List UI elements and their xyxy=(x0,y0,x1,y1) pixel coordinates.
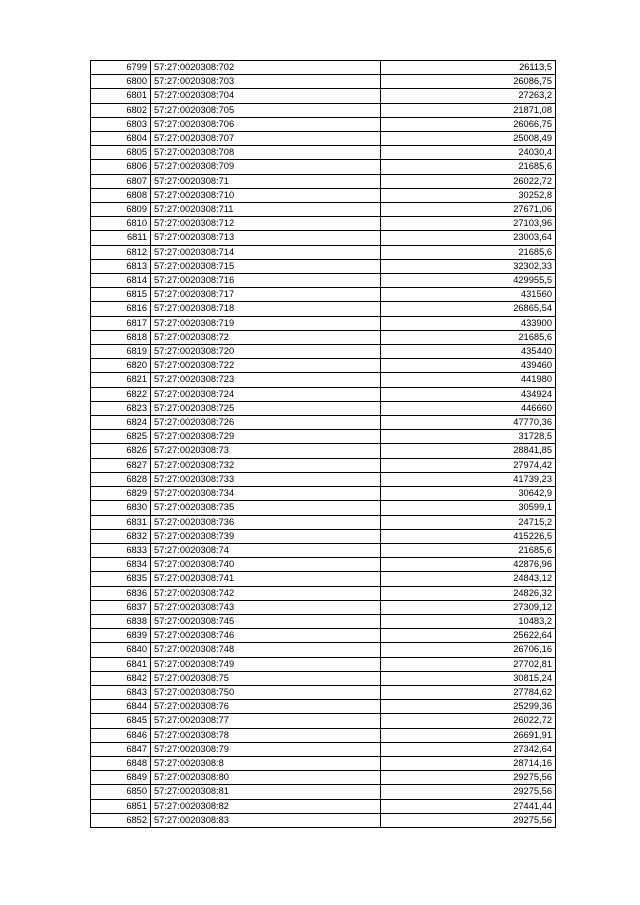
cadastral-number-cell: 57:27:0020308:716 xyxy=(151,274,381,288)
cadastral-number-cell: 57:27:0020308:720 xyxy=(151,345,381,359)
table-row xyxy=(91,373,556,387)
row-number-cell: 6816 xyxy=(91,302,151,316)
cadastral-value-cell: 26022,72 xyxy=(381,174,556,188)
table-row xyxy=(91,529,556,543)
cadastral-value-cell: 42876,96 xyxy=(381,558,556,572)
table-row xyxy=(91,387,556,401)
table-row xyxy=(91,543,556,557)
table-row xyxy=(91,771,556,785)
cadastral-number-cell: 57:27:0020308:724 xyxy=(151,387,381,401)
table-row xyxy=(91,61,556,75)
cadastral-number-cell: 57:27:0020308:714 xyxy=(151,245,381,259)
row-number-cell: 6840 xyxy=(91,643,151,657)
cadastral-value-cell: 10483,2 xyxy=(381,614,556,628)
cadastral-number-cell: 57:27:0020308:706 xyxy=(151,117,381,131)
cadastral-number-cell: 57:27:0020308:705 xyxy=(151,103,381,117)
row-number-cell: 6808 xyxy=(91,188,151,202)
cadastral-value-cell: 27309,12 xyxy=(381,600,556,614)
row-number-cell: 6817 xyxy=(91,316,151,330)
row-number-cell: 6821 xyxy=(91,373,151,387)
table-row xyxy=(91,401,556,415)
row-number-cell: 6852 xyxy=(91,813,151,827)
cadastral-number-cell: 57:27:0020308:709 xyxy=(151,160,381,174)
cadastral-value-cell: 439460 xyxy=(381,359,556,373)
table-row xyxy=(91,785,556,799)
table-row xyxy=(91,146,556,160)
cadastral-value-cell: 28841,85 xyxy=(381,444,556,458)
table-body xyxy=(91,61,556,828)
cadastral-number-cell: 57:27:0020308:732 xyxy=(151,458,381,472)
cadastral-number-cell: 57:27:0020308:81 xyxy=(151,785,381,799)
row-number-cell: 6845 xyxy=(91,714,151,728)
row-number-cell: 6839 xyxy=(91,629,151,643)
row-number-cell: 6818 xyxy=(91,330,151,344)
cadastral-value-cell: 21685,6 xyxy=(381,330,556,344)
row-number-cell: 6837 xyxy=(91,600,151,614)
table-row xyxy=(91,103,556,117)
row-number-cell: 6833 xyxy=(91,543,151,557)
table-row xyxy=(91,714,556,728)
cadastral-value-cell: 29275,56 xyxy=(381,785,556,799)
cadastral-number-cell: 57:27:0020308:733 xyxy=(151,472,381,486)
row-number-cell: 6813 xyxy=(91,259,151,273)
row-number-cell: 6850 xyxy=(91,785,151,799)
cadastral-number-cell: 57:27:0020308:729 xyxy=(151,430,381,444)
cadastral-number-cell: 57:27:0020308:746 xyxy=(151,629,381,643)
cadastral-value-cell: 30815,24 xyxy=(381,671,556,685)
cadastral-value-cell: 441980 xyxy=(381,373,556,387)
cadastral-value-cell: 25299,36 xyxy=(381,700,556,714)
cadastral-number-cell: 57:27:0020308:704 xyxy=(151,89,381,103)
cadastral-value-cell: 27263,2 xyxy=(381,89,556,103)
cadastral-number-cell: 57:27:0020308:722 xyxy=(151,359,381,373)
cadastral-value-cell: 26066,75 xyxy=(381,117,556,131)
cadastral-value-cell: 32302,33 xyxy=(381,259,556,273)
table-row xyxy=(91,742,556,756)
row-number-cell: 6843 xyxy=(91,685,151,699)
cadastral-number-cell: 57:27:0020308:750 xyxy=(151,685,381,699)
cadastral-number-cell: 57:27:0020308:712 xyxy=(151,217,381,231)
cadastral-number-cell: 57:27:0020308:710 xyxy=(151,188,381,202)
row-number-cell: 6831 xyxy=(91,515,151,529)
table-row xyxy=(91,501,556,515)
cadastral-value-cell: 27103,96 xyxy=(381,217,556,231)
cadastral-value-cell: 31728,5 xyxy=(381,430,556,444)
cadastral-value-cell: 26691,91 xyxy=(381,728,556,742)
table-row xyxy=(91,274,556,288)
row-number-cell: 6848 xyxy=(91,756,151,770)
table-row xyxy=(91,629,556,643)
row-number-cell: 6841 xyxy=(91,657,151,671)
cadastral-number-cell: 57:27:0020308:82 xyxy=(151,799,381,813)
cadastral-number-cell: 57:27:0020308:8 xyxy=(151,756,381,770)
row-number-cell: 6832 xyxy=(91,529,151,543)
row-number-cell: 6851 xyxy=(91,799,151,813)
cadastral-value-cell: 27702,81 xyxy=(381,657,556,671)
table-row xyxy=(91,89,556,103)
row-number-cell: 6800 xyxy=(91,75,151,89)
table-row xyxy=(91,330,556,344)
cadastral-number-cell: 57:27:0020308:707 xyxy=(151,132,381,146)
cadastral-number-cell: 57:27:0020308:702 xyxy=(151,61,381,75)
cadastral-value-cell: 24843,12 xyxy=(381,572,556,586)
cadastral-number-cell: 57:27:0020308:72 xyxy=(151,330,381,344)
table-row xyxy=(91,430,556,444)
row-number-cell: 6822 xyxy=(91,387,151,401)
table-row xyxy=(91,416,556,430)
table-row xyxy=(91,316,556,330)
row-number-cell: 6826 xyxy=(91,444,151,458)
cadastral-value-cell: 415226,5 xyxy=(381,529,556,543)
row-number-cell: 6807 xyxy=(91,174,151,188)
table-row xyxy=(91,558,556,572)
cadastral-value-cell: 30599,1 xyxy=(381,501,556,515)
cadastral-value-cell: 29275,56 xyxy=(381,771,556,785)
row-number-cell: 6803 xyxy=(91,117,151,131)
cadastral-number-cell: 57:27:0020308:73 xyxy=(151,444,381,458)
table-row xyxy=(91,174,556,188)
table-row xyxy=(91,259,556,273)
table-row xyxy=(91,643,556,657)
row-number-cell: 6824 xyxy=(91,416,151,430)
cadastral-number-cell: 57:27:0020308:80 xyxy=(151,771,381,785)
row-number-cell: 6823 xyxy=(91,401,151,415)
row-number-cell: 6836 xyxy=(91,586,151,600)
row-number-cell: 6806 xyxy=(91,160,151,174)
table-row xyxy=(91,487,556,501)
cadastral-value-cell: 41739,23 xyxy=(381,472,556,486)
row-number-cell: 6801 xyxy=(91,89,151,103)
table-row xyxy=(91,813,556,827)
row-number-cell: 6828 xyxy=(91,472,151,486)
cadastral-value-cell: 429955,5 xyxy=(381,274,556,288)
cadastral-value-cell: 27974,42 xyxy=(381,458,556,472)
table-row xyxy=(91,458,556,472)
table-row xyxy=(91,700,556,714)
cadastral-number-cell: 57:27:0020308:719 xyxy=(151,316,381,330)
table-row xyxy=(91,117,556,131)
cadastral-value-cell: 26086,75 xyxy=(381,75,556,89)
cadastral-value-cell: 28714,16 xyxy=(381,756,556,770)
table-row xyxy=(91,671,556,685)
cadastral-number-cell: 57:27:0020308:83 xyxy=(151,813,381,827)
cadastral-value-cell: 27784,62 xyxy=(381,685,556,699)
cadastral-value-cell: 435440 xyxy=(381,345,556,359)
row-number-cell: 6838 xyxy=(91,614,151,628)
table-row xyxy=(91,572,556,586)
cadastral-value-cell: 21685,6 xyxy=(381,245,556,259)
row-number-cell: 6847 xyxy=(91,742,151,756)
cadastral-value-cell: 26865,54 xyxy=(381,302,556,316)
row-number-cell: 6829 xyxy=(91,487,151,501)
cadastral-number-cell: 57:27:0020308:740 xyxy=(151,558,381,572)
cadastral-number-cell: 57:27:0020308:739 xyxy=(151,529,381,543)
cadastral-value-table xyxy=(90,60,556,828)
table-row xyxy=(91,75,556,89)
table-row xyxy=(91,160,556,174)
table-row xyxy=(91,132,556,146)
cadastral-number-cell: 57:27:0020308:71 xyxy=(151,174,381,188)
table-row xyxy=(91,203,556,217)
row-number-cell: 6799 xyxy=(91,61,151,75)
cadastral-value-cell: 433900 xyxy=(381,316,556,330)
cadastral-number-cell: 57:27:0020308:78 xyxy=(151,728,381,742)
cadastral-number-cell: 57:27:0020308:711 xyxy=(151,203,381,217)
table-row xyxy=(91,728,556,742)
cadastral-value-cell: 24826,32 xyxy=(381,586,556,600)
cadastral-number-cell: 57:27:0020308:77 xyxy=(151,714,381,728)
table-row xyxy=(91,600,556,614)
row-number-cell: 6805 xyxy=(91,146,151,160)
cadastral-number-cell: 57:27:0020308:708 xyxy=(151,146,381,160)
row-number-cell: 6815 xyxy=(91,288,151,302)
table-row xyxy=(91,799,556,813)
row-number-cell: 6842 xyxy=(91,671,151,685)
row-number-cell: 6846 xyxy=(91,728,151,742)
cadastral-value-cell: 26706,16 xyxy=(381,643,556,657)
table-row xyxy=(91,586,556,600)
cadastral-value-cell: 27342,64 xyxy=(381,742,556,756)
row-number-cell: 6825 xyxy=(91,430,151,444)
cadastral-number-cell: 57:27:0020308:703 xyxy=(151,75,381,89)
cadastral-number-cell: 57:27:0020308:741 xyxy=(151,572,381,586)
cadastral-number-cell: 57:27:0020308:76 xyxy=(151,700,381,714)
cadastral-value-cell: 30252,8 xyxy=(381,188,556,202)
cadastral-number-cell: 57:27:0020308:74 xyxy=(151,543,381,557)
cadastral-value-cell: 24030,4 xyxy=(381,146,556,160)
cadastral-number-cell: 57:27:0020308:717 xyxy=(151,288,381,302)
cadastral-number-cell: 57:27:0020308:749 xyxy=(151,657,381,671)
cadastral-number-cell: 57:27:0020308:743 xyxy=(151,600,381,614)
cadastral-number-cell: 57:27:0020308:748 xyxy=(151,643,381,657)
cadastral-value-cell: 25008,49 xyxy=(381,132,556,146)
cadastral-value-cell: 21871,08 xyxy=(381,103,556,117)
cadastral-number-cell: 57:27:0020308:79 xyxy=(151,742,381,756)
row-number-cell: 6820 xyxy=(91,359,151,373)
table-row xyxy=(91,288,556,302)
table-row xyxy=(91,756,556,770)
cadastral-number-cell: 57:27:0020308:715 xyxy=(151,259,381,273)
cadastral-number-cell: 57:27:0020308:718 xyxy=(151,302,381,316)
cadastral-value-cell: 26113,5 xyxy=(381,61,556,75)
row-number-cell: 6827 xyxy=(91,458,151,472)
cadastral-value-cell: 27671,06 xyxy=(381,203,556,217)
row-number-cell: 6834 xyxy=(91,558,151,572)
cadastral-value-cell: 25622,64 xyxy=(381,629,556,643)
cadastral-value-cell: 446660 xyxy=(381,401,556,415)
row-number-cell: 6811 xyxy=(91,231,151,245)
row-number-cell: 6844 xyxy=(91,700,151,714)
cadastral-value-cell: 21685,6 xyxy=(381,160,556,174)
cadastral-number-cell: 57:27:0020308:726 xyxy=(151,416,381,430)
cadastral-value-cell: 47770,36 xyxy=(381,416,556,430)
table-row xyxy=(91,231,556,245)
cadastral-number-cell: 57:27:0020308:734 xyxy=(151,487,381,501)
row-number-cell: 6809 xyxy=(91,203,151,217)
cadastral-number-cell: 57:27:0020308:736 xyxy=(151,515,381,529)
cadastral-value-cell: 23003,64 xyxy=(381,231,556,245)
cadastral-value-cell: 431560 xyxy=(381,288,556,302)
table-row xyxy=(91,444,556,458)
table-row xyxy=(91,472,556,486)
cadastral-number-cell: 57:27:0020308:725 xyxy=(151,401,381,415)
cadastral-number-cell: 57:27:0020308:713 xyxy=(151,231,381,245)
cadastral-number-cell: 57:27:0020308:745 xyxy=(151,614,381,628)
row-number-cell: 6802 xyxy=(91,103,151,117)
table-row xyxy=(91,685,556,699)
cadastral-number-cell: 57:27:0020308:75 xyxy=(151,671,381,685)
cadastral-value-cell: 30642,9 xyxy=(381,487,556,501)
table-row xyxy=(91,217,556,231)
cadastral-value-cell: 29275,56 xyxy=(381,813,556,827)
row-number-cell: 6835 xyxy=(91,572,151,586)
table-row xyxy=(91,245,556,259)
cadastral-value-cell: 434924 xyxy=(381,387,556,401)
table-row xyxy=(91,657,556,671)
row-number-cell: 6819 xyxy=(91,345,151,359)
table-row xyxy=(91,345,556,359)
cadastral-value-cell: 27441,44 xyxy=(381,799,556,813)
cadastral-number-cell: 57:27:0020308:742 xyxy=(151,586,381,600)
cadastral-value-cell: 26022,72 xyxy=(381,714,556,728)
cadastral-number-cell: 57:27:0020308:735 xyxy=(151,501,381,515)
row-number-cell: 6830 xyxy=(91,501,151,515)
row-number-cell: 6812 xyxy=(91,245,151,259)
table-row xyxy=(91,302,556,316)
table-row xyxy=(91,515,556,529)
row-number-cell: 6804 xyxy=(91,132,151,146)
cadastral-value-cell: 24715,2 xyxy=(381,515,556,529)
table-row xyxy=(91,614,556,628)
row-number-cell: 6849 xyxy=(91,771,151,785)
cadastral-value-cell: 21685,6 xyxy=(381,543,556,557)
table-row xyxy=(91,188,556,202)
cadastral-number-cell: 57:27:0020308:723 xyxy=(151,373,381,387)
row-number-cell: 6814 xyxy=(91,274,151,288)
row-number-cell: 6810 xyxy=(91,217,151,231)
table-row xyxy=(91,359,556,373)
